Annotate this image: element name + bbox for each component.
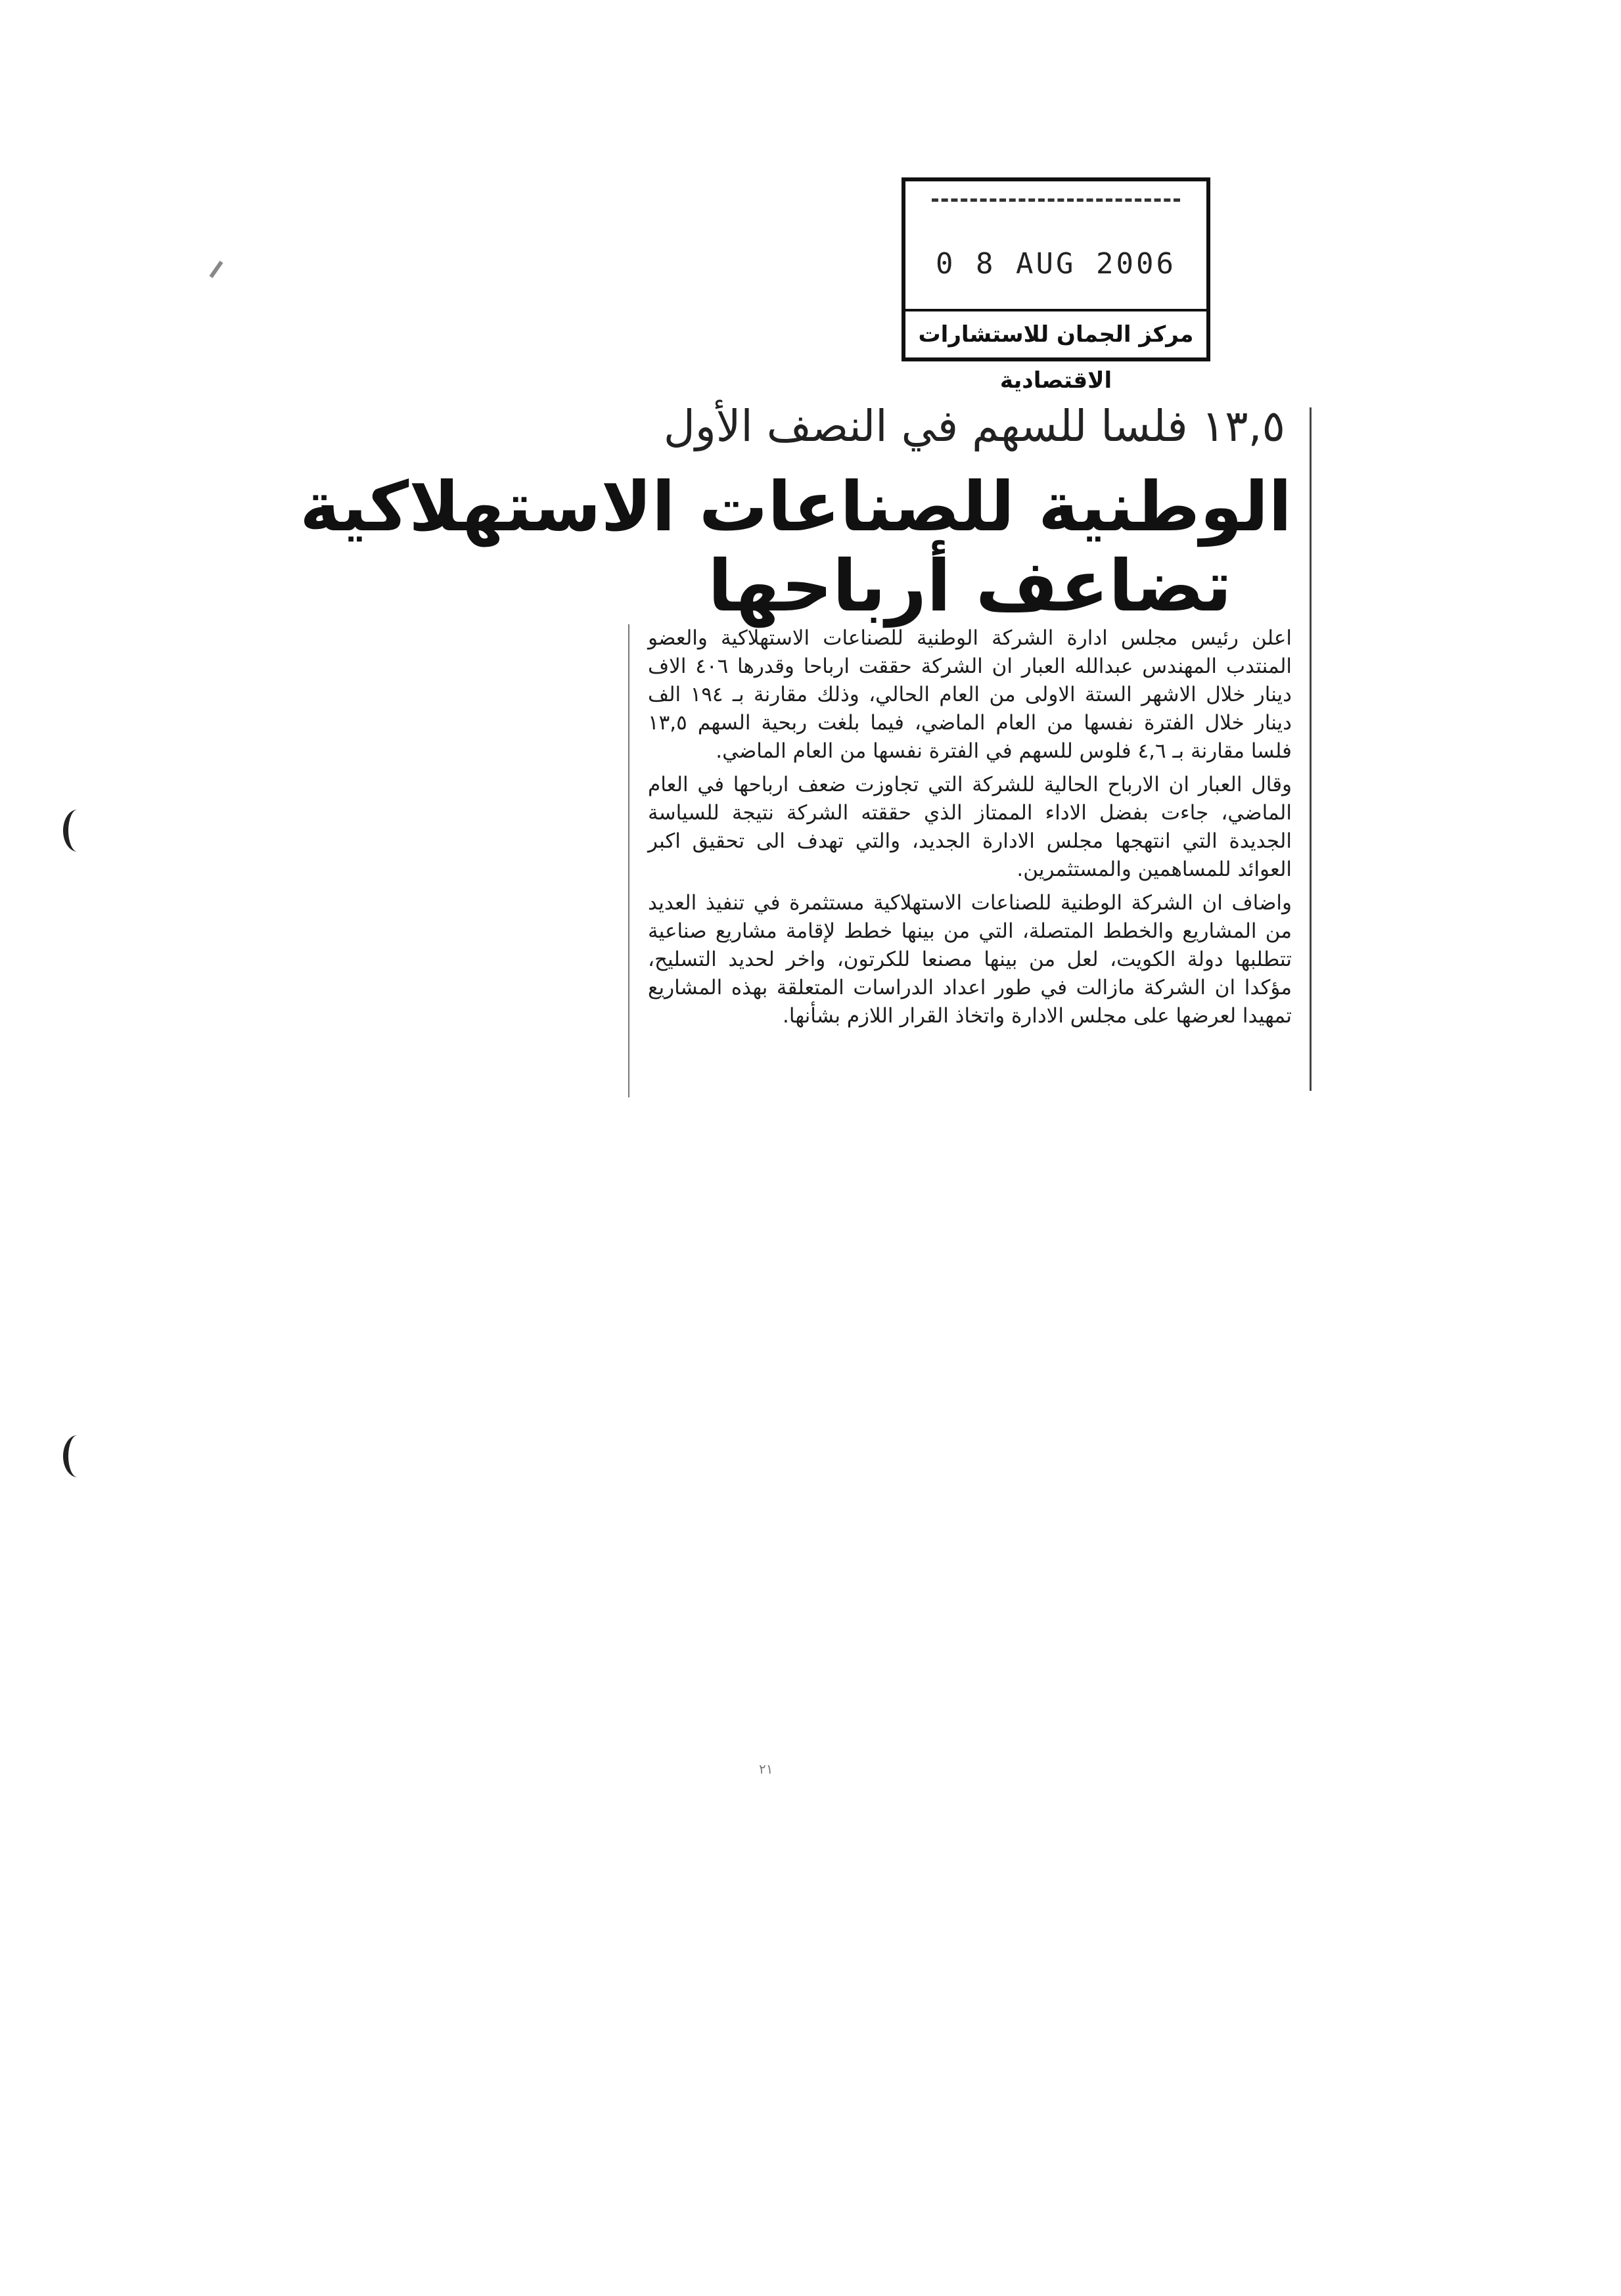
article-paragraph: اعلن رئيس مجلس ادارة الشركة الوطنية للصناعات الاستهلاكية والعضو المنتدب المهندس عبدالله العبار ان الشركة حققت ارباحا وقدرها ٤٠٦ الاف دينار خلال الاشهر الستة الاولى من العام الحالي، وذلك مقارنة بـ ١٩٤ الف دينار خلال الفترة نفسها من العام الماضي، فيما بلغت ربحية السهم ١٣,٥ فلسا مقارنة بـ ٤,٦ فلوس للسهم في الفترة نفسها من العام الماضي.: [648, 626, 1292, 763]
page-number: ٢١: [759, 1761, 773, 1777]
clipping-edge-left: [628, 624, 629, 1097]
scan-artifact: [210, 261, 223, 278]
article-body: [648, 624, 1292, 1036]
article-headline-line1: الوطنية للصناعات الاستهلاكية: [300, 467, 1292, 547]
article-paragraph: واضاف ان الشركة الوطنية للصناعات الاستهلاكية مستثمرة في تنفيذ العديد من المشاريع والخطط المتصلة، التي من بينها خطط لإقامة مشاريع صناعية تتطلبها دولة الكويت، لعل من بينها مصنعا للكرتون، واخر لحديد التسليح، مؤكدا ان الشركة مازالت في طور اعداد الدراسات المتعلقة بهذه المشاريع تمهيدا لعرضها على مجلس الادارة واتخاذ القرار اللازم بشأنها.: [648, 891, 1292, 1028]
article-subheadline: ١٣,٥ فلسا للسهم في النصف الأول: [663, 401, 1285, 451]
article-paragraph: وقال العبار ان الارباح الحالية للشركة التي تجاوزت ضعف ارباحها في العام الماضي، جاءت بفضل الاداء الممتاز الذي حققته الشركة نتيجة للسياسة الجديدة التي انتهجها مجلس الادارة الجديد، والتي تهدف الى تحقيق اكبر العوائد للمساهمين والمستثمرين.: [648, 773, 1292, 881]
punch-hole: [63, 1435, 92, 1477]
stamp-date: 0 8 AUG 2006: [936, 247, 1176, 281]
date-stamp: [902, 177, 1210, 394]
punch-hole: [63, 810, 92, 852]
article-headline-line2: تضاعف أرباحها: [708, 545, 1232, 628]
clipping-edge-right: [1310, 407, 1312, 1091]
stamp-organization: مركز الجمان للاستشارات الاقتصادية: [905, 309, 1206, 357]
stamp-ink-marks: [932, 198, 1180, 228]
news-clipping: [300, 388, 1312, 1097]
